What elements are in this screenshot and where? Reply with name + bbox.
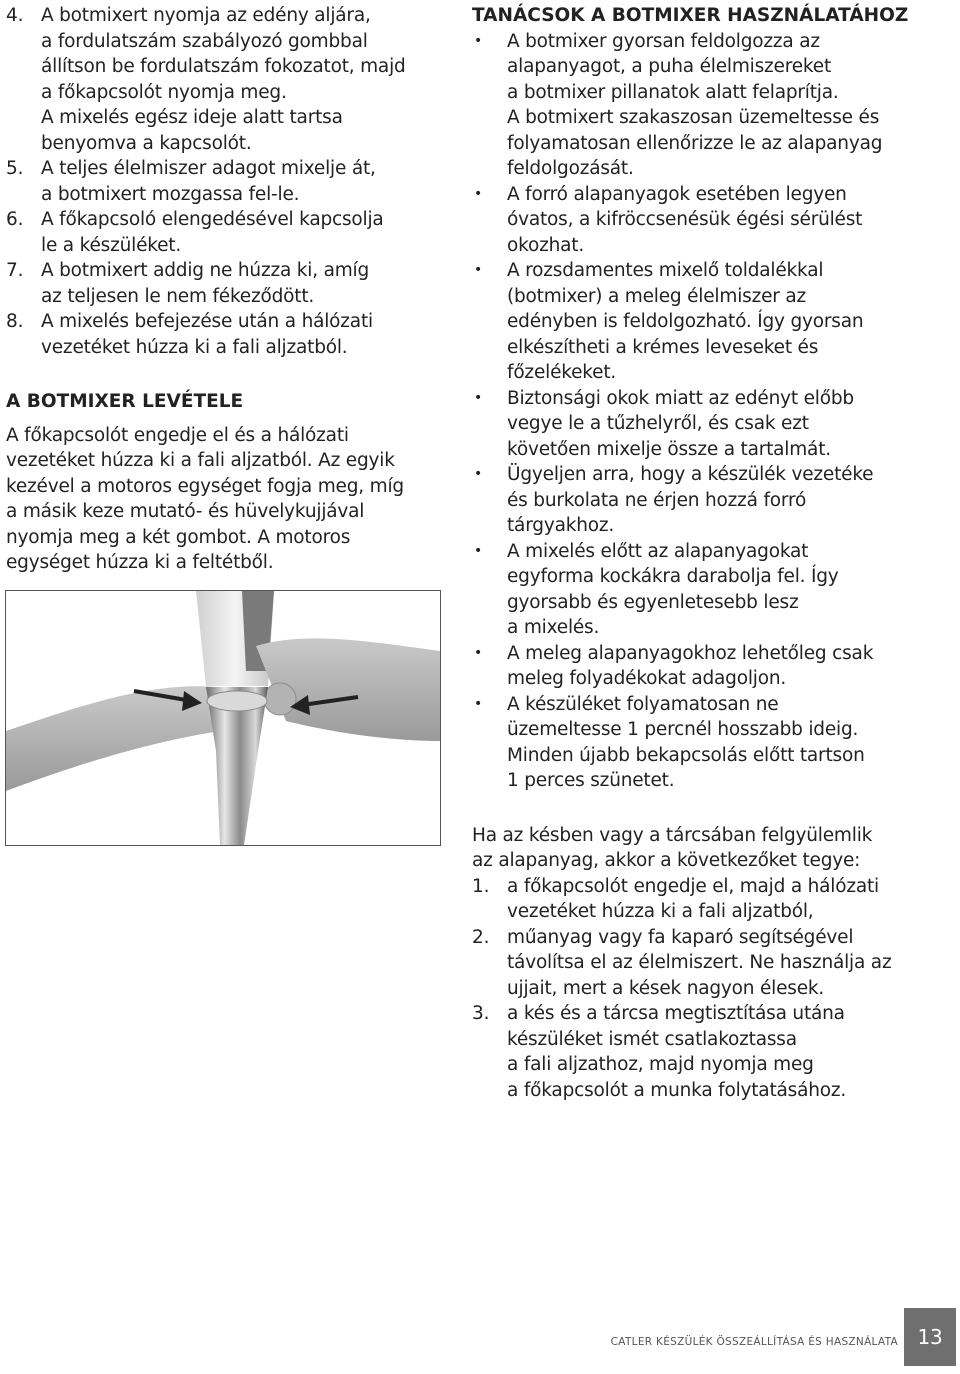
- tip-line: Ügyeljen arra, hogy a készülék vezetéke: [507, 464, 874, 485]
- tip-line: folyamatosan ellenőrizze le az alapanyag: [507, 132, 883, 154]
- step-line: a botmixert mozgassa fel-le.: [41, 183, 300, 205]
- tip-line: A készüléket folyamatosan ne: [507, 693, 779, 715]
- tip-line: követően mixelje össze a tartalmát.: [507, 438, 831, 460]
- right-column: [472, 3, 952, 1103]
- step-number: 7.: [6, 260, 24, 281]
- tip-line: a botmixer pillanatok alatt felaprítja.: [507, 81, 839, 103]
- step-line: állítson be fordulatszám fokozatot, majd: [41, 56, 406, 77]
- step-line: A botmixert nyomja az edény aljára,: [41, 5, 371, 26]
- tip-line: A meleg alapanyagokhoz lehetőleg csak: [507, 642, 874, 664]
- tip-line: gyorsabb és egyenletesebb lesz: [507, 591, 799, 613]
- step-line: a fordulatszám szabályozó gombbal: [41, 30, 368, 52]
- step-line: A botmixert addig ne húzza ki, amíg: [41, 260, 370, 281]
- step-line: benyomva a kapcsolót.: [41, 132, 252, 154]
- tip-item: [472, 182, 952, 259]
- jam-step-1: [472, 874, 952, 925]
- paragraph-line: a másik keze mutató- és hüvelykujjával: [6, 501, 365, 522]
- tip-line: üzemeltesse 1 percnél hosszabb ideig.: [507, 719, 859, 740]
- paragraph-line: kezével a motoros egységet fogja meg, míg: [6, 475, 404, 497]
- tip-line: főzelékeket.: [507, 362, 617, 383]
- bullet-icon: •: [474, 542, 483, 559]
- jam-step-2: [472, 925, 952, 1002]
- footer-section-title: CATLER KÉSZÜLÉK ÖSSZEÁLLÍTÁSA ÉS HASZNÁLATA: [610, 1336, 898, 1348]
- tip-item: [472, 692, 952, 794]
- step-5: [6, 156, 456, 207]
- step-line: a főkapcsolót nyomja meg.: [41, 81, 287, 103]
- tip-line: A mixelés előtt az alapanyagokat: [507, 540, 809, 562]
- bullet-icon: •: [474, 32, 483, 49]
- step-number: 3.: [472, 1003, 490, 1024]
- paragraph-line: vezetéket húzza ki a fali aljzatból. Az egyik: [6, 450, 395, 471]
- tip-line: 1 perces szünetet.: [507, 770, 675, 791]
- step-line: távolítsa el az élelmiszert. Ne használja az: [507, 952, 892, 973]
- step-line: A főkapcsoló elengedésével kapcsolja: [41, 209, 384, 230]
- step-6: [6, 207, 456, 258]
- tip-line: a mixelés.: [507, 617, 600, 638]
- blender-removal-photo: [5, 590, 441, 846]
- step-line: a kés és a tárcsa megtisztítása utána: [507, 1003, 845, 1024]
- jam-intro: [472, 823, 952, 874]
- step-7: [6, 258, 456, 309]
- paragraph-line: Ha az késben vagy a tárcsában felgyülemlik: [472, 824, 873, 846]
- bullet-icon: •: [474, 695, 483, 712]
- tip-line: alapanyagot, a puha élelmiszereket: [507, 56, 832, 77]
- tip-item: [472, 462, 952, 539]
- step-line: a főkapcsolót a munka folytatásához.: [507, 1079, 847, 1101]
- left-column: [6, 3, 456, 576]
- step-line: a fali aljzathoz, majd nyomja meg: [507, 1054, 814, 1075]
- step-line: le a készüléket.: [41, 234, 182, 256]
- tip-line: okozhat.: [507, 234, 584, 256]
- tip-item: [472, 641, 952, 692]
- step-number: 8.: [6, 311, 24, 332]
- step-number: 4.: [6, 5, 24, 26]
- tip-line: A rozsdamentes mixelő toldalékkal: [507, 260, 824, 281]
- tip-line: (botmixer) a meleg élelmiszer az: [507, 285, 806, 307]
- tip-line: A forró alapanyagok esetében legyen: [507, 183, 847, 205]
- tip-line: és burkolata ne érjen hozzá forró: [507, 489, 807, 511]
- step-number: 5.: [6, 158, 24, 179]
- tip-line: egyforma kockákra darabolja fel. Így: [507, 566, 839, 587]
- tip-item: [472, 29, 952, 182]
- step-line: vezetéket húzza ki a fali aljzatból.: [41, 336, 348, 358]
- removal-paragraph: [6, 423, 456, 576]
- step-number: 6.: [6, 209, 24, 230]
- step-line: A mixelés befejezése után a hálózati: [41, 311, 373, 332]
- tip-line: Biztonsági okok miatt az edényt előbb: [507, 387, 854, 409]
- bullet-icon: •: [474, 262, 483, 278]
- tips-heading: TANÁCSOK A BOTMIXER HASZNÁLATÁHOZ: [472, 5, 909, 26]
- step-line: a főkapcsolót engedje el, majd a hálózati: [507, 875, 879, 897]
- step-line: az teljesen le nem fékeződött.: [41, 285, 315, 307]
- jam-step-3: [472, 1001, 952, 1103]
- step-number: 2.: [472, 926, 490, 948]
- tip-line: A botmixert szakaszosan üzemeltesse és: [507, 107, 880, 128]
- tip-line: A botmixer gyorsan feldolgozza az: [507, 30, 820, 52]
- paragraph-line: nyomja meg a két gombot. A motoros: [6, 526, 351, 548]
- page-number: 13: [904, 1308, 956, 1366]
- step-number: 1.: [472, 875, 490, 897]
- bullet-icon: •: [474, 389, 483, 406]
- step-line: ujjait, mert a kések nagyon élesek.: [507, 977, 825, 999]
- step-line: műanyag vagy fa kaparó segítségével: [507, 926, 854, 948]
- tip-line: feldolgozását.: [507, 158, 634, 179]
- coupling-ring-shape: [207, 691, 267, 711]
- tip-line: elkészítheti a krémes leveseket és: [507, 336, 819, 358]
- paragraph-line: A főkapcsolót engedje el és a hálózati: [6, 424, 349, 446]
- tip-line: edényben is feldolgozható. Így gyorsan: [507, 311, 864, 332]
- tip-line: Minden újabb bekapcsolás előtt tartson: [507, 744, 865, 766]
- step-line: A mixelés egész ideje alatt tartsa: [41, 107, 343, 128]
- bullet-icon: •: [474, 185, 483, 202]
- tip-line: meleg folyadékokat adagoljon.: [507, 668, 787, 689]
- step-8: [6, 309, 456, 360]
- tip-line: óvatos, a kifröccsenésük égési sérülést: [507, 209, 863, 230]
- bullet-icon: •: [474, 466, 483, 482]
- step-line: A teljes élelmiszer adagot mixelje át,: [41, 158, 376, 179]
- tip-line: tárgyakhoz.: [507, 515, 615, 536]
- paragraph-line: az alapanyag, akkor a következőket tegye:: [472, 850, 861, 871]
- tip-item: [472, 258, 952, 386]
- step-line: készüléket ismét csatlakoztassa: [507, 1028, 797, 1050]
- tip-line: vegye le a tűzhelyről, és csak ezt: [507, 413, 809, 434]
- thumb-shape: [264, 683, 296, 715]
- paragraph-line: egységet húzza ki a feltétből.: [6, 552, 274, 573]
- blender-removal-illustration: [6, 591, 440, 845]
- bullet-icon: •: [474, 644, 483, 661]
- tip-item: [472, 539, 952, 641]
- tip-item: [472, 386, 952, 463]
- step-line: vezetéket húzza ki a fali aljzatból,: [507, 901, 814, 922]
- removal-heading: A BOTMIXER LEVÉTELE: [6, 391, 244, 412]
- step-4: [6, 3, 456, 156]
